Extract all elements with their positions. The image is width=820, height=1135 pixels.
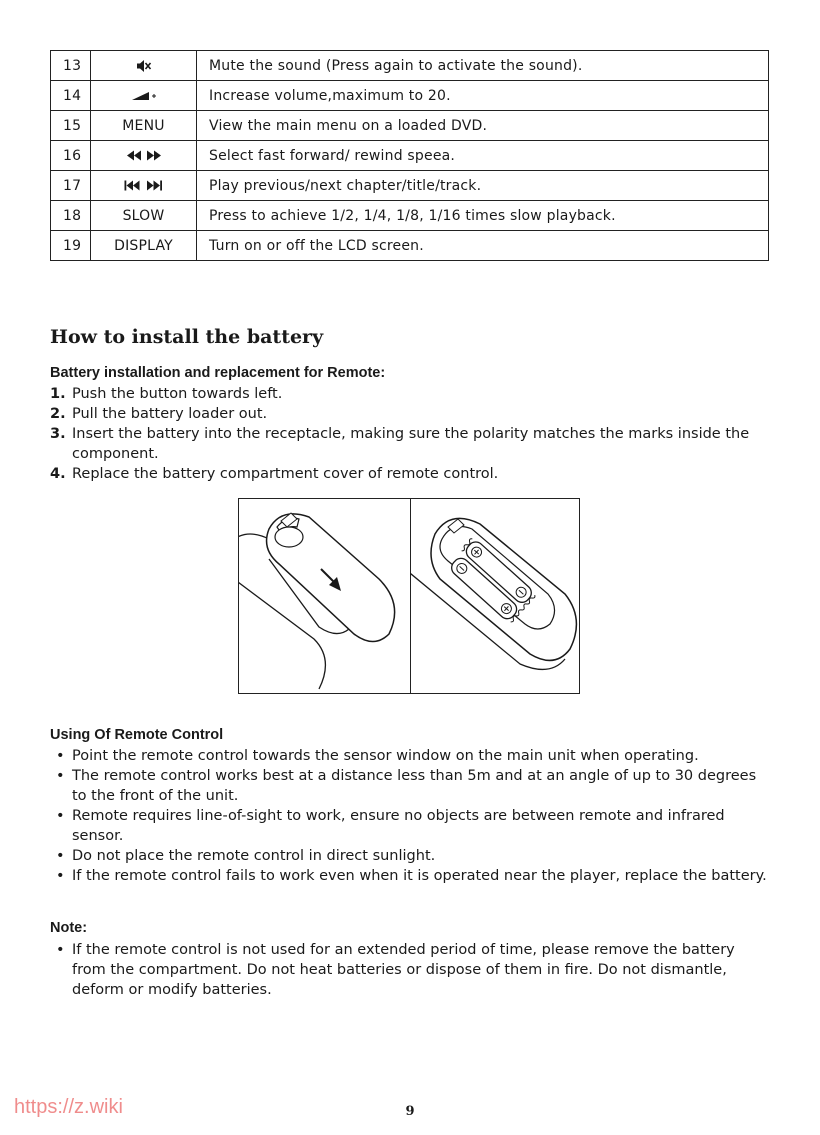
step-text: Pull the battery loader out. [72,406,268,422]
list-item [50,404,770,424]
list-item [50,866,770,886]
install-steps [50,384,770,484]
mute-key-cell [91,51,197,81]
row-number: 14 [51,81,91,111]
key-label: DISPLAY [91,231,197,261]
list-item [50,464,770,484]
list-item [50,384,770,404]
bullet-marker: • [56,768,65,784]
list-item [50,806,770,846]
key-label: MENU [91,111,197,141]
watermark-link[interactable]: https://z.wiki [14,1096,123,1118]
remote-batteries-illustration [410,499,580,694]
volume-up-icon [131,90,157,102]
table-row [51,51,769,81]
bullet-marker: • [56,748,65,764]
list-item [50,846,770,866]
row-number: 19 [51,231,91,261]
step-text: Replace the battery compartment cover of remote control. [72,466,499,482]
list-item [50,424,770,464]
row-description: Turn on or off the LCD screen. [197,231,769,261]
row-description: Play previous/next chapter/title/track. [197,171,769,201]
bullet-marker: • [56,868,65,884]
step-text: Insert the battery into the receptacle, making sure the polarity matches the marks inside the component. [72,426,750,462]
table-row [51,231,769,261]
row-description: Press to achieve 1/2, 1/4, 1/8, 1/16 times slow playback. [197,201,769,231]
row-number: 17 [51,171,91,201]
row-description: Mute the sound (Press again to activate the sound). [197,51,769,81]
row-number: 18 [51,201,91,231]
row-number: 15 [51,111,91,141]
list-item [50,766,770,806]
bullet-text: The remote control works best at a distance less than 5m and at an angle of up to 30 degrees to the front of the unit. [72,768,757,804]
bullet-marker: • [56,808,65,824]
rewind-forward-key-cell [91,141,197,171]
rewind-forward-icon [126,150,162,161]
usage-heading: Using Of Remote Control [50,727,224,743]
volume-key-cell [91,81,197,111]
prev-next-key-cell [91,171,197,201]
row-number: 13 [51,51,91,81]
bullet-text: If the remote control is not used for an extended period of time, please remove the battery from the compartment. Do not heat batteries or dispose of them in fire. Do not dismantle, deform or modify batteries. [72,942,735,998]
bullet-marker: • [56,848,65,864]
remote-function-table [50,50,769,261]
key-label: SLOW [91,201,197,231]
bullet-text: Point the remote control towards the sensor window on the main unit when operating. [72,748,699,764]
step-number: 4. [50,466,66,482]
note-heading: Note: [50,920,88,936]
step-number: 2. [50,406,66,422]
usage-list [50,746,770,886]
page-number: 9 [405,1104,415,1119]
row-description: Increase volume,maximum to 20. [197,81,769,111]
prev-next-icon [124,180,164,191]
list-item [50,746,770,766]
bullet-text: If the remote control fails to work even when it is operated near the player, replace the battery. [72,868,767,884]
mute-icon [136,59,152,73]
bullet-marker: • [56,942,65,958]
table-row [51,111,769,141]
row-number: 16 [51,141,91,171]
list-item [50,940,770,1000]
step-number: 3. [50,426,66,442]
step-number: 1. [50,386,66,402]
table-row [51,141,769,171]
remote-cover-illustration [239,499,410,694]
note-list [50,940,770,1000]
row-description: View the main menu on a loaded DVD. [197,111,769,141]
battery-illustration [238,498,580,694]
section-heading: How to install the battery [50,326,324,348]
table-row [51,201,769,231]
bullet-text: Do not place the remote control in direct sunlight. [72,848,436,864]
table-row [51,171,769,201]
step-text: Push the button towards left. [72,386,283,402]
bullet-text: Remote requires line-of-sight to work, ensure no objects are between remote and infrared sensor. [72,808,725,844]
table-row [51,81,769,111]
battery-subheading: Battery installation and replacement for Remote: [50,365,386,381]
row-description: Select fast forward/ rewind speea. [197,141,769,171]
